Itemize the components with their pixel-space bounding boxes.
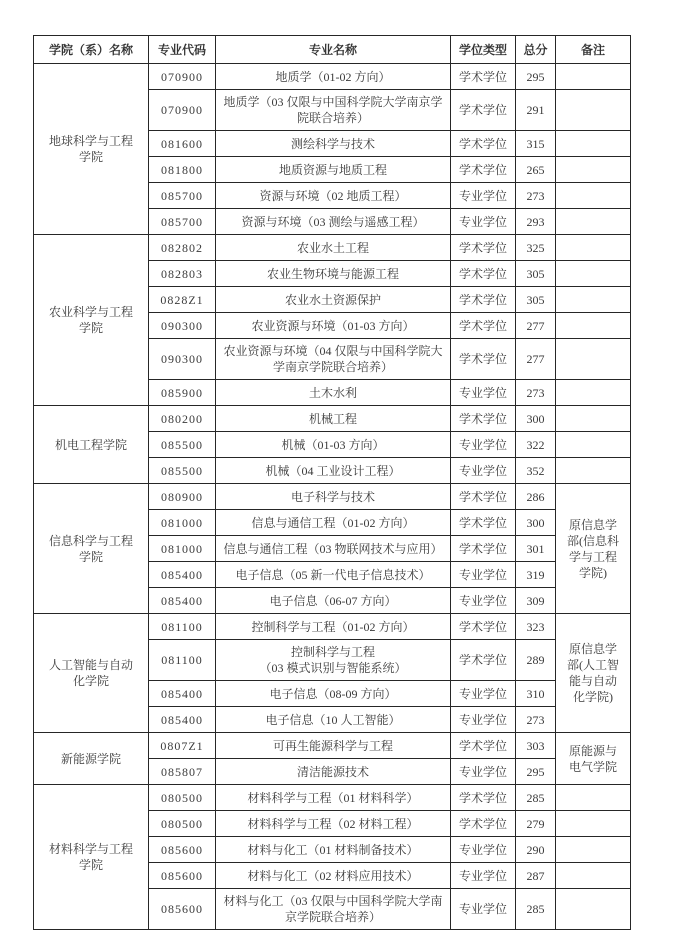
total-score-cell: 290 [516, 837, 556, 863]
degree-type-cell: 学术学位 [451, 339, 516, 380]
major-code-cell: 085400 [149, 681, 216, 707]
degree-type-cell: 学术学位 [451, 157, 516, 183]
total-score-cell: 287 [516, 863, 556, 889]
remark-cell [556, 811, 631, 837]
major-code-cell: 081100 [149, 640, 216, 681]
major-name-cell: 信息与通信工程（03 物联网技术与应用） [216, 536, 451, 562]
table-row [34, 614, 631, 640]
major-code-cell: 070900 [149, 90, 216, 131]
total-score-cell: 300 [516, 510, 556, 536]
degree-type-cell: 学术学位 [451, 811, 516, 837]
total-score-cell: 310 [516, 681, 556, 707]
total-score-cell: 273 [516, 707, 556, 733]
remark-cell [556, 209, 631, 235]
degree-type-cell: 学术学位 [451, 64, 516, 90]
major-name-cell: 材料科学与工程（02 材料工程） [216, 811, 451, 837]
major-code-cell: 080900 [149, 484, 216, 510]
table-row [34, 235, 631, 261]
remark-cell [556, 406, 631, 432]
remark-cell: 原信息学部(人工智能与自动化学院) [556, 614, 631, 733]
major-name-cell: 电子信息（10 人工智能） [216, 707, 451, 733]
major-name-cell: 电子科学与技术 [216, 484, 451, 510]
total-score-cell: 295 [516, 759, 556, 785]
degree-type-cell: 学术学位 [451, 640, 516, 681]
degree-type-cell: 学术学位 [451, 406, 516, 432]
degree-type-cell: 学术学位 [451, 235, 516, 261]
college-cell: 农业科学与工程学院 [34, 235, 149, 406]
degree-type-cell: 专业学位 [451, 759, 516, 785]
remark-cell [556, 837, 631, 863]
degree-type-cell: 专业学位 [451, 458, 516, 484]
major-name-cell: 测绘科学与技术 [216, 131, 451, 157]
degree-type-cell: 学术学位 [451, 261, 516, 287]
remark-cell [556, 261, 631, 287]
major-name-cell: 材料与化工（02 材料应用技术） [216, 863, 451, 889]
degree-type-cell: 专业学位 [451, 681, 516, 707]
degree-type-cell: 专业学位 [451, 562, 516, 588]
header-cell-degree-type: 学位类型 [451, 36, 516, 64]
degree-type-cell: 专业学位 [451, 863, 516, 889]
total-score-cell: 293 [516, 209, 556, 235]
total-score-cell: 279 [516, 811, 556, 837]
major-name-cell: 材料与化工（01 材料制备技术） [216, 837, 451, 863]
total-score-cell: 265 [516, 157, 556, 183]
total-score-cell: 273 [516, 183, 556, 209]
degree-type-cell: 学术学位 [451, 733, 516, 759]
major-code-cell: 080500 [149, 785, 216, 811]
major-name-cell: 农业资源与环境（01-03 方向） [216, 313, 451, 339]
remark-cell [556, 287, 631, 313]
table-row [34, 64, 631, 90]
total-score-cell: 291 [516, 90, 556, 131]
table-row [34, 484, 631, 510]
degree-type-cell: 学术学位 [451, 90, 516, 131]
major-code-cell: 085700 [149, 209, 216, 235]
remark-cell [556, 64, 631, 90]
remark-cell [556, 90, 631, 131]
total-score-cell: 273 [516, 380, 556, 406]
remark-cell [556, 785, 631, 811]
college-cell: 信息科学与工程学院 [34, 484, 149, 614]
header-cell-major-code: 专业代码 [149, 36, 216, 64]
table-row [34, 733, 631, 759]
total-score-cell: 323 [516, 614, 556, 640]
major-name-cell: 信息与通信工程（01-02 方向） [216, 510, 451, 536]
total-score-cell: 289 [516, 640, 556, 681]
remark-cell [556, 157, 631, 183]
degree-type-cell: 学术学位 [451, 484, 516, 510]
degree-type-cell: 学术学位 [451, 614, 516, 640]
remark-cell [556, 313, 631, 339]
remark-cell [556, 863, 631, 889]
table-row [34, 406, 631, 432]
total-score-cell: 277 [516, 339, 556, 380]
degree-type-cell: 专业学位 [451, 183, 516, 209]
major-code-cell: 081000 [149, 536, 216, 562]
degree-type-cell: 学术学位 [451, 131, 516, 157]
major-name-cell: 地质学（03 仅限与中国科学院大学南京学院联合培养） [216, 90, 451, 131]
major-name-cell: 农业水土工程 [216, 235, 451, 261]
total-score-cell: 300 [516, 406, 556, 432]
degree-type-cell: 专业学位 [451, 707, 516, 733]
degree-type-cell: 专业学位 [451, 837, 516, 863]
college-cell: 机电工程学院 [34, 406, 149, 484]
major-name-cell: 土木水利 [216, 380, 451, 406]
remark-cell [556, 458, 631, 484]
total-score-cell: 305 [516, 287, 556, 313]
major-code-cell: 085600 [149, 889, 216, 930]
major-name-cell: 材料与化工（03 仅限与中国科学院大学南京学院联合培养） [216, 889, 451, 930]
major-code-cell: 081600 [149, 131, 216, 157]
remark-cell [556, 339, 631, 380]
total-score-cell: 319 [516, 562, 556, 588]
total-score-cell: 303 [516, 733, 556, 759]
major-name-cell: 机械工程 [216, 406, 451, 432]
major-name-cell: 控制科学与工程 （03 模式识别与智能系统） [216, 640, 451, 681]
major-code-cell: 0807Z1 [149, 733, 216, 759]
degree-type-cell: 学术学位 [451, 287, 516, 313]
remark-cell [556, 131, 631, 157]
major-name-cell: 控制科学与工程（01-02 方向） [216, 614, 451, 640]
total-score-cell: 285 [516, 785, 556, 811]
major-code-cell: 085400 [149, 562, 216, 588]
major-code-cell: 085700 [149, 183, 216, 209]
remark-cell [556, 889, 631, 930]
major-code-cell: 082803 [149, 261, 216, 287]
major-code-cell: 085600 [149, 837, 216, 863]
header-cell-remark: 备注 [556, 36, 631, 64]
college-cell: 新能源学院 [34, 733, 149, 785]
major-name-cell: 农业生物环境与能源工程 [216, 261, 451, 287]
degree-type-cell: 学术学位 [451, 536, 516, 562]
major-name-cell: 电子信息（08-09 方向） [216, 681, 451, 707]
major-name-cell: 机械（01-03 方向） [216, 432, 451, 458]
major-code-cell: 085500 [149, 458, 216, 484]
header-cell-college-name: 学院（系）名称 [34, 36, 149, 64]
degree-type-cell: 专业学位 [451, 588, 516, 614]
major-name-cell: 电子信息（05 新一代电子信息技术） [216, 562, 451, 588]
total-score-cell: 285 [516, 889, 556, 930]
major-name-cell: 资源与环境（03 测绘与遥感工程） [216, 209, 451, 235]
degree-type-cell: 专业学位 [451, 889, 516, 930]
major-code-cell: 0828Z1 [149, 287, 216, 313]
major-name-cell: 可再生能源科学与工程 [216, 733, 451, 759]
major-name-cell: 机械（04 工业设计工程） [216, 458, 451, 484]
major-code-cell: 085400 [149, 588, 216, 614]
major-name-cell: 地质学（01-02 方向） [216, 64, 451, 90]
major-code-cell: 080200 [149, 406, 216, 432]
total-score-cell: 315 [516, 131, 556, 157]
total-score-cell: 322 [516, 432, 556, 458]
table-body [34, 64, 631, 930]
total-score-cell: 301 [516, 536, 556, 562]
total-score-cell: 352 [516, 458, 556, 484]
major-code-cell: 085807 [149, 759, 216, 785]
major-name-cell: 电子信息（06-07 方向） [216, 588, 451, 614]
major-code-cell: 085400 [149, 707, 216, 733]
total-score-cell: 309 [516, 588, 556, 614]
major-code-cell: 090300 [149, 313, 216, 339]
degree-type-cell: 专业学位 [451, 432, 516, 458]
major-code-cell: 085900 [149, 380, 216, 406]
major-name-cell: 材料科学与工程（01 材料科学） [216, 785, 451, 811]
degree-type-cell: 专业学位 [451, 209, 516, 235]
major-name-cell: 清洁能源技术 [216, 759, 451, 785]
header-cell-major-name: 专业名称 [216, 36, 451, 64]
remark-cell [556, 380, 631, 406]
table-header-row [34, 36, 631, 64]
degree-type-cell: 学术学位 [451, 313, 516, 339]
remark-cell: 原能源与电气学院 [556, 733, 631, 785]
major-name-cell: 地质资源与地质工程 [216, 157, 451, 183]
total-score-cell: 325 [516, 235, 556, 261]
major-code-cell: 082802 [149, 235, 216, 261]
total-score-cell: 286 [516, 484, 556, 510]
major-name-cell: 农业水土资源保护 [216, 287, 451, 313]
admission-score-table [33, 35, 631, 930]
major-code-cell: 081100 [149, 614, 216, 640]
major-code-cell: 070900 [149, 64, 216, 90]
major-name-cell: 资源与环境（02 地质工程） [216, 183, 451, 209]
remark-cell [556, 183, 631, 209]
college-cell: 材料科学与工程学院 [34, 785, 149, 930]
table-row [34, 785, 631, 811]
header-cell-total-score: 总分 [516, 36, 556, 64]
total-score-cell: 305 [516, 261, 556, 287]
major-code-cell: 085500 [149, 432, 216, 458]
remark-cell [556, 235, 631, 261]
major-code-cell: 081000 [149, 510, 216, 536]
total-score-cell: 295 [516, 64, 556, 90]
major-code-cell: 080500 [149, 811, 216, 837]
degree-type-cell: 专业学位 [451, 380, 516, 406]
remark-cell: 原信息学部(信息科学与工程学院) [556, 484, 631, 614]
major-name-cell: 农业资源与环境（04 仅限与中国科学院大学南京学院联合培养） [216, 339, 451, 380]
major-code-cell: 090300 [149, 339, 216, 380]
remark-cell [556, 432, 631, 458]
major-code-cell: 081800 [149, 157, 216, 183]
college-cell: 地球科学与工程学院 [34, 64, 149, 235]
total-score-cell: 277 [516, 313, 556, 339]
college-cell: 人工智能与自动化学院 [34, 614, 149, 733]
major-code-cell: 085600 [149, 863, 216, 889]
degree-type-cell: 学术学位 [451, 785, 516, 811]
degree-type-cell: 学术学位 [451, 510, 516, 536]
